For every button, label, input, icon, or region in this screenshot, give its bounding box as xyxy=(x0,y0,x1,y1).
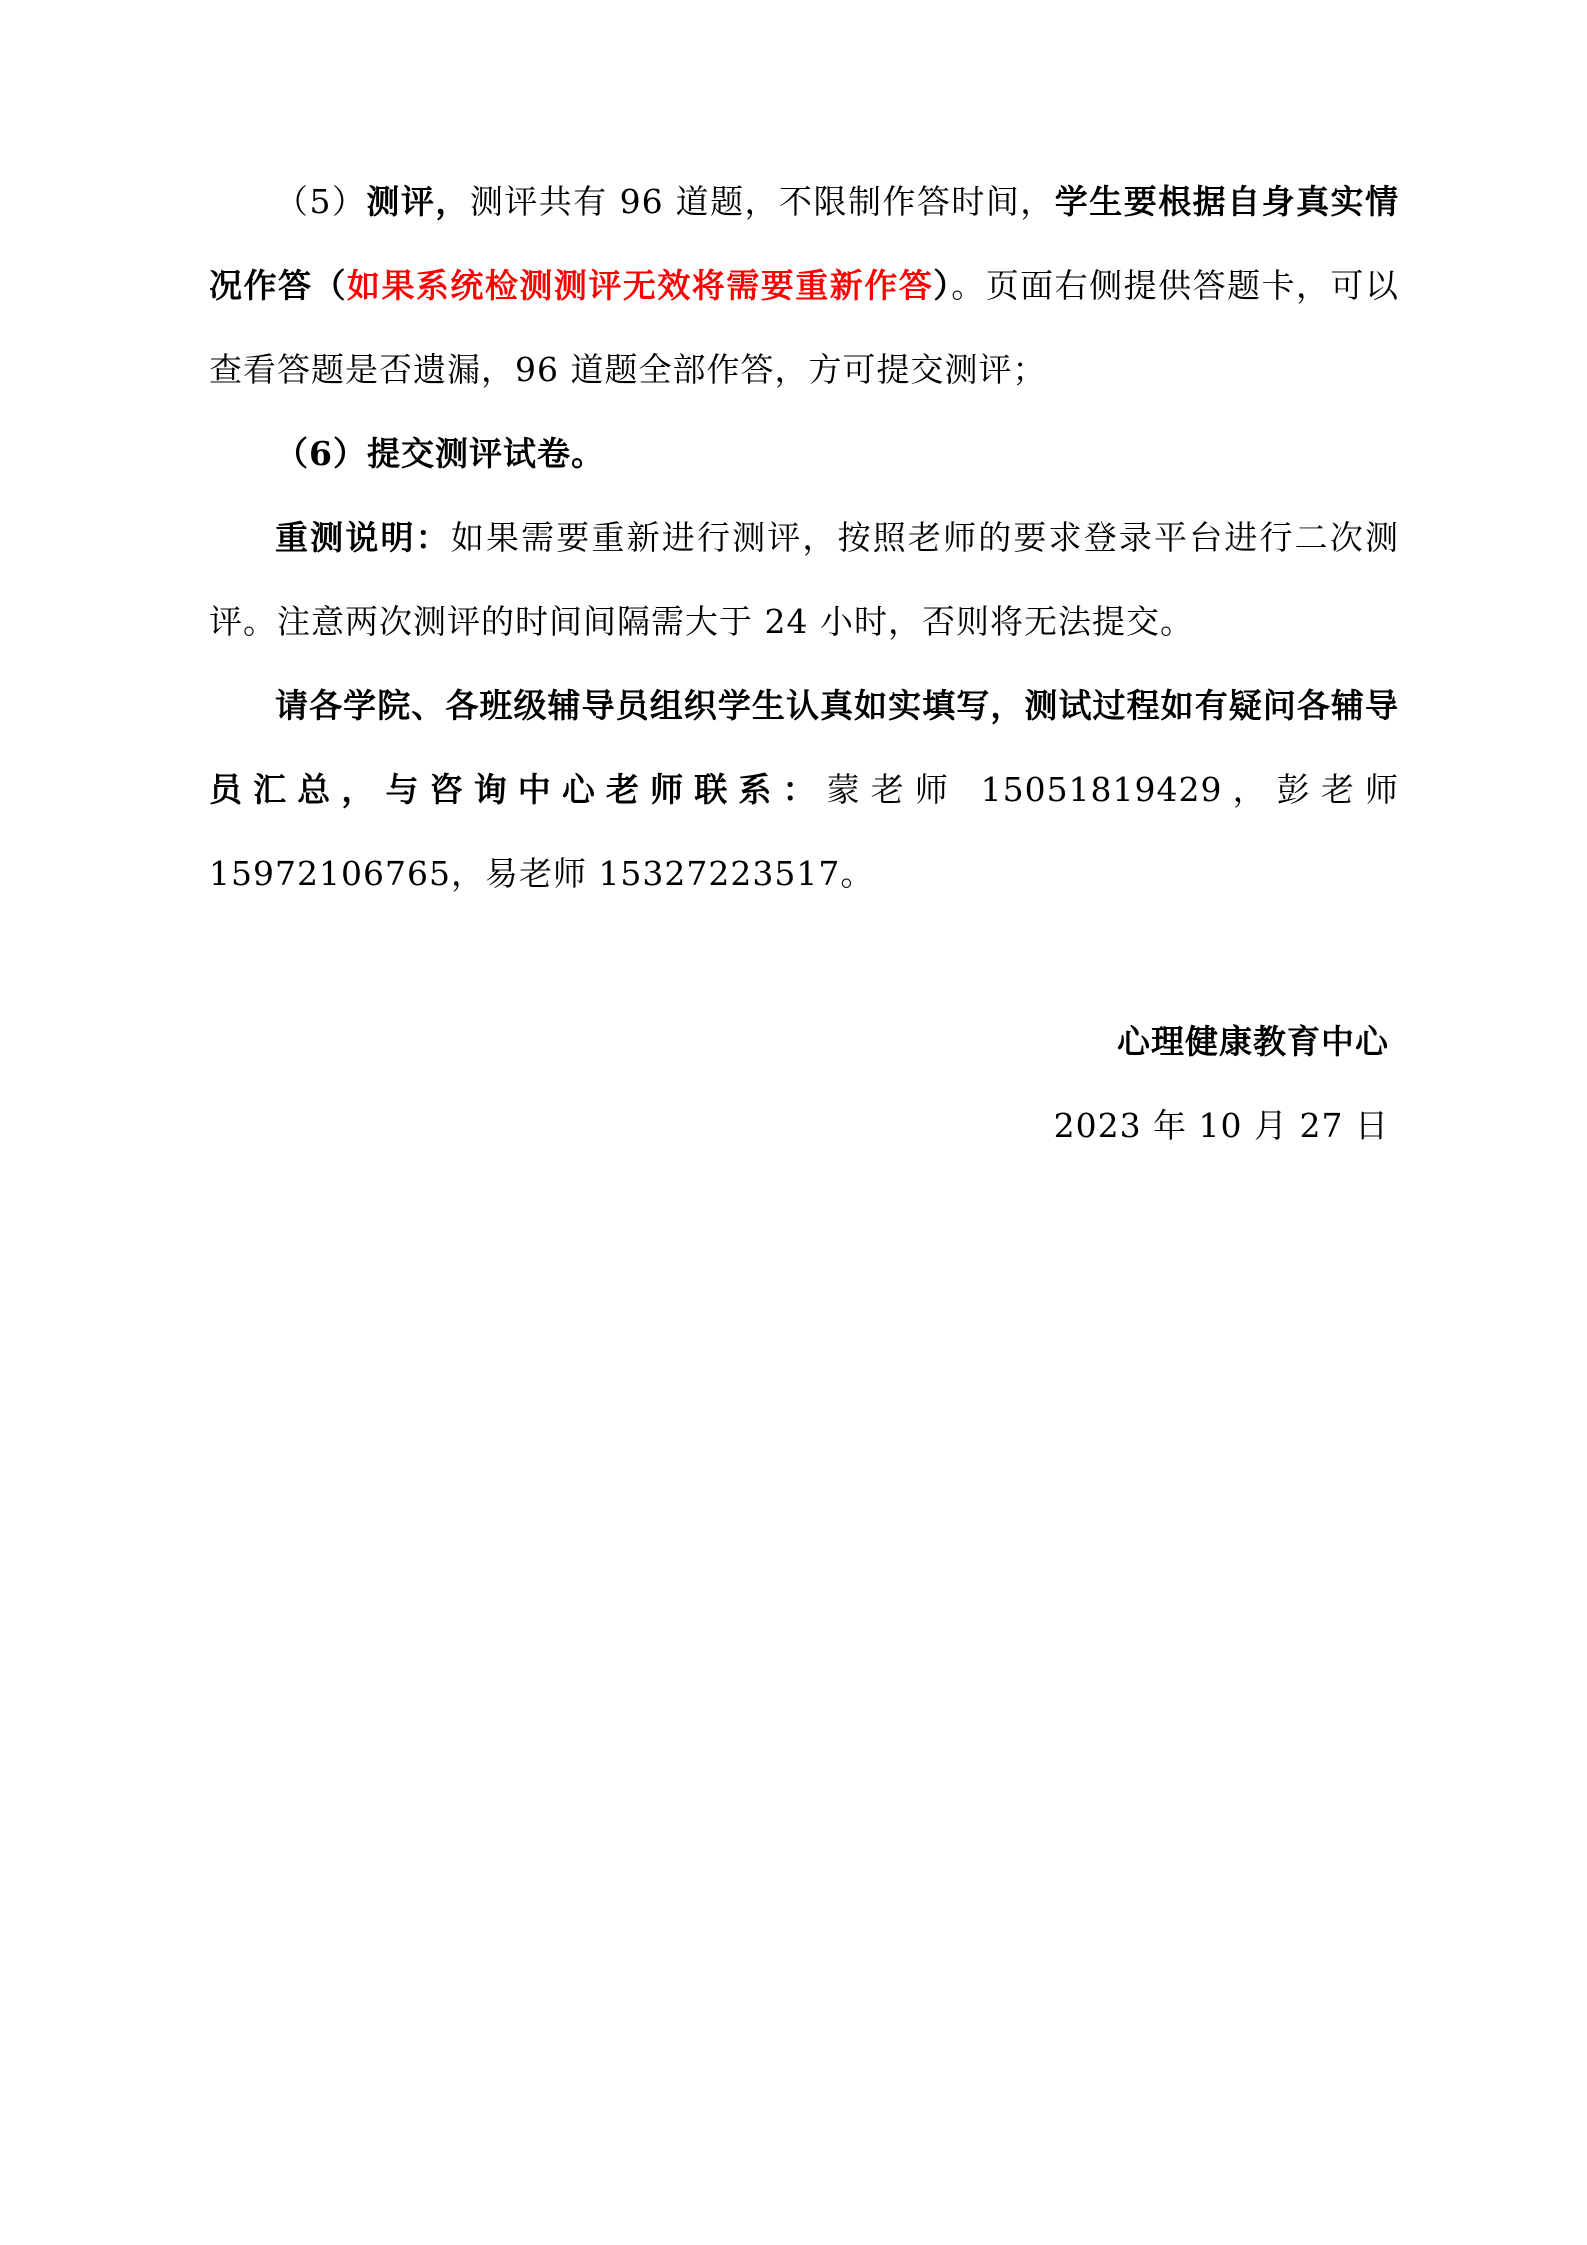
signature-date: 2023 年 10 月 27 日 xyxy=(1053,1106,1389,1145)
step5-label: 测评， xyxy=(366,182,470,221)
step5-red-warning: 如果系统检测测评无效将需要重新作答 xyxy=(346,266,934,305)
retest-text: 如果需要重新进行测评，按照老师的要求登录平台进行二次测评。注意两次测评的时间间隔需大于 24 小时，否则将无法提交。 xyxy=(209,518,1400,641)
signature-org: 心理健康教育中心 xyxy=(1117,1022,1389,1061)
step6-paragraph: （6）提交测评试卷。 xyxy=(275,434,605,473)
closing-contacts: 蒙老师 15051819429，彭老师 15972106765，易老师 15327223517。 xyxy=(209,770,1399,893)
retest-paragraph xyxy=(209,496,1399,664)
closing-bold: 请各学院、各班级辅导员组织学生认真如实填写，测试过程如有疑问各辅导员汇总，与咨询中心老师联系： xyxy=(209,686,1399,809)
closing-paragraph xyxy=(209,664,1399,916)
step5-prefix: （5） xyxy=(275,182,367,221)
step5-text1: 测评共有 96 道题，不限制作答时间， xyxy=(469,182,1055,221)
step5-paragraph xyxy=(209,160,1399,412)
step5-text2: 。页面右侧提供答题卡，可以查看答题是否遗漏，96 道题全部作答，方可提交测评； xyxy=(209,266,1400,389)
notice-body xyxy=(209,160,1399,916)
step5-bold2: ） xyxy=(933,266,952,305)
step5-bold1: 学生要根据自身真实情况作答（ xyxy=(209,182,1400,305)
signature-block xyxy=(1054,1000,1389,1168)
retest-label: 重测说明： xyxy=(275,518,451,557)
